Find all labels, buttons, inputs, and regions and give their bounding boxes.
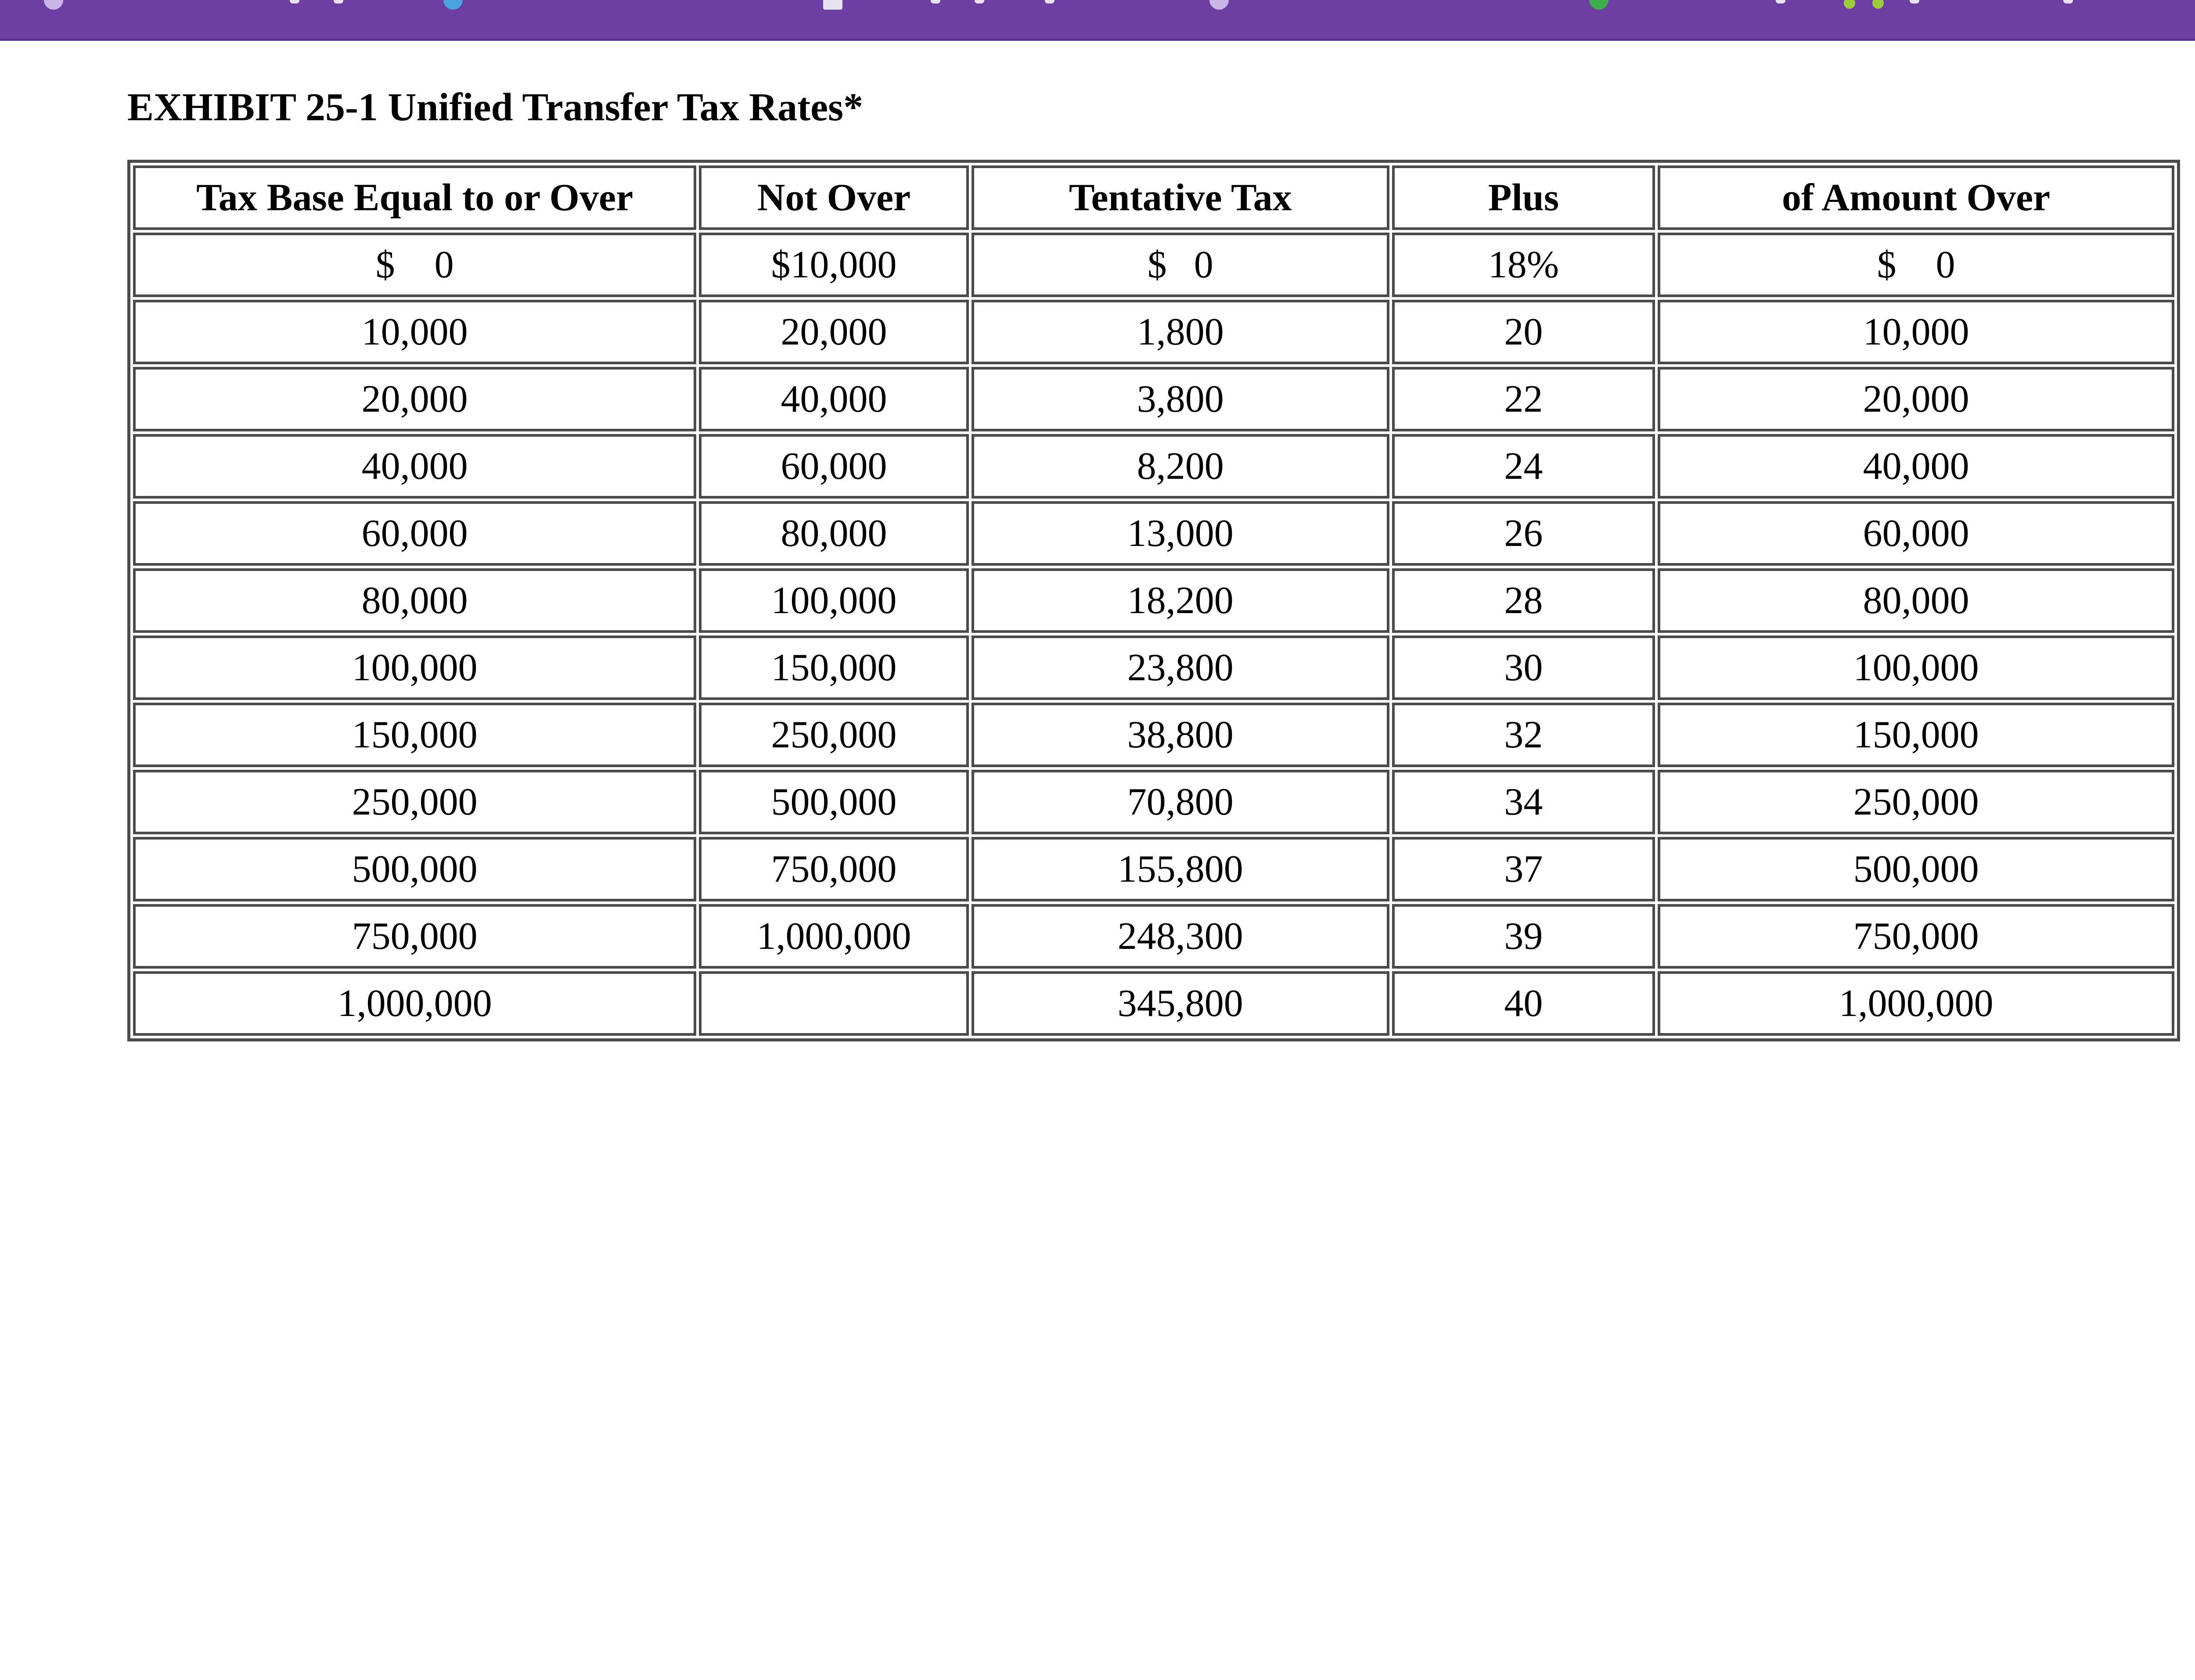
table-row — [133, 703, 2174, 767]
table-row — [133, 837, 2174, 901]
cell-not-over: 40,000 — [699, 367, 969, 431]
cell-not-over: 250,000 — [699, 703, 969, 767]
table-row — [133, 233, 2174, 297]
toolbar-glyph — [975, 0, 984, 4]
cell-tax-base: 60,000 — [133, 501, 696, 566]
cell-plus: 32 — [1392, 703, 1655, 767]
toolbar-glyph — [1045, 0, 1054, 4]
table-row — [133, 770, 2174, 834]
cell-tax-base: $ 0 — [133, 233, 696, 297]
toolbar-glyph — [1910, 0, 1919, 4]
cell-tax-base: 250,000 — [133, 770, 696, 834]
toolbar-glyph — [931, 0, 940, 4]
cell-tax-base: 150,000 — [133, 703, 696, 767]
browser-top-bar — [0, 0, 2195, 41]
header-plus: Plus — [1392, 165, 1655, 230]
cell-plus: 26 — [1392, 501, 1655, 566]
cell-tentative-tax: 13,000 — [972, 501, 1389, 566]
cell-not-over: $10,000 — [699, 233, 969, 297]
cell-plus: 24 — [1392, 434, 1655, 499]
cell-tentative-tax: 23,800 — [972, 635, 1389, 700]
app-icon[interactable] — [44, 0, 63, 10]
cell-amount-over: 100,000 — [1658, 635, 2174, 700]
cell-amount-over: 60,000 — [1658, 501, 2174, 566]
cell-plus: 18% — [1392, 233, 1655, 297]
header-amount-over: of Amount Over — [1658, 165, 2174, 230]
cell-not-over — [699, 971, 969, 1036]
cell-not-over: 80,000 — [699, 501, 969, 566]
table-row — [133, 501, 2174, 566]
cell-tax-base: 80,000 — [133, 568, 696, 633]
cell-tax-base: 750,000 — [133, 904, 696, 969]
cell-tentative-tax: 18,200 — [972, 568, 1389, 633]
cell-amount-over: 10,000 — [1658, 300, 2174, 364]
cell-tax-base: 20,000 — [133, 367, 696, 431]
cell-tax-base: 500,000 — [133, 837, 696, 901]
cell-amount-over: 150,000 — [1658, 703, 2174, 767]
cell-tentative-tax: $ 0 — [972, 233, 1389, 297]
bookmark-icon[interactable] — [1209, 0, 1229, 10]
cell-not-over: 1,000,000 — [699, 904, 969, 969]
toolbar-glyph — [290, 0, 299, 4]
cell-tax-base: 40,000 — [133, 434, 696, 499]
cell-plus: 28 — [1392, 568, 1655, 633]
cell-tentative-tax: 3,800 — [972, 367, 1389, 431]
cell-amount-over: 750,000 — [1658, 904, 2174, 969]
table-row — [133, 434, 2174, 499]
toolbar-glyph — [2063, 0, 2073, 4]
cell-not-over: 150,000 — [699, 635, 969, 700]
cell-plus: 22 — [1392, 367, 1655, 431]
cell-tentative-tax: 155,800 — [972, 837, 1389, 901]
table-row — [133, 568, 2174, 633]
table-row — [133, 904, 2174, 969]
header-tax-base: Tax Base Equal to or Over — [133, 165, 696, 230]
toolbar-glyph — [334, 0, 343, 4]
top-bar-divider — [0, 39, 2195, 41]
cell-plus: 34 — [1392, 770, 1655, 834]
bookmark-icon[interactable] — [823, 0, 842, 10]
cell-plus: 39 — [1392, 904, 1655, 969]
cell-amount-over: 250,000 — [1658, 770, 2174, 834]
table-header-row — [133, 165, 2174, 230]
cell-tax-base: 1,000,000 — [133, 971, 696, 1036]
table-row — [133, 300, 2174, 364]
exhibit-title: EXHIBIT 25-1 Unified Transfer Tax Rates* — [127, 86, 864, 129]
bookmark-icon[interactable] — [443, 0, 463, 10]
cell-tentative-tax: 1,800 — [972, 300, 1389, 364]
cell-tentative-tax: 248,300 — [972, 904, 1389, 969]
table-row — [133, 367, 2174, 431]
cell-not-over: 100,000 — [699, 568, 969, 633]
cell-amount-over: 20,000 — [1658, 367, 2174, 431]
cell-tentative-tax: 38,800 — [972, 703, 1389, 767]
cell-not-over: 500,000 — [699, 770, 969, 834]
cell-amount-over: 1,000,000 — [1658, 971, 2174, 1036]
table-row — [133, 971, 2174, 1036]
cell-plus: 30 — [1392, 635, 1655, 700]
header-not-over: Not Over — [699, 165, 969, 230]
tax-rates-table — [127, 160, 2180, 1041]
toolbar-glyph — [1776, 0, 1785, 4]
cell-plus: 37 — [1392, 837, 1655, 901]
cell-not-over: 750,000 — [699, 837, 969, 901]
cell-tentative-tax: 70,800 — [972, 770, 1389, 834]
bookmark-icon[interactable] — [1872, 0, 1884, 9]
cell-amount-over: 40,000 — [1658, 434, 2174, 499]
cell-amount-over: 80,000 — [1658, 568, 2174, 633]
cell-tax-base: 10,000 — [133, 300, 696, 364]
cell-tentative-tax: 345,800 — [972, 971, 1389, 1036]
cell-amount-over: 500,000 — [1658, 837, 2174, 901]
cell-tentative-tax: 8,200 — [972, 434, 1389, 499]
header-tentative-tax: Tentative Tax — [972, 165, 1389, 230]
cell-plus: 40 — [1392, 971, 1655, 1036]
table-row — [133, 635, 2174, 700]
cell-plus: 20 — [1392, 300, 1655, 364]
bookmark-icon[interactable] — [1844, 0, 1855, 9]
cell-not-over: 60,000 — [699, 434, 969, 499]
cell-not-over: 20,000 — [699, 300, 969, 364]
cell-tax-base: 100,000 — [133, 635, 696, 700]
cell-amount-over: $ 0 — [1658, 233, 2174, 297]
bookmark-icon[interactable] — [1589, 0, 1608, 10]
